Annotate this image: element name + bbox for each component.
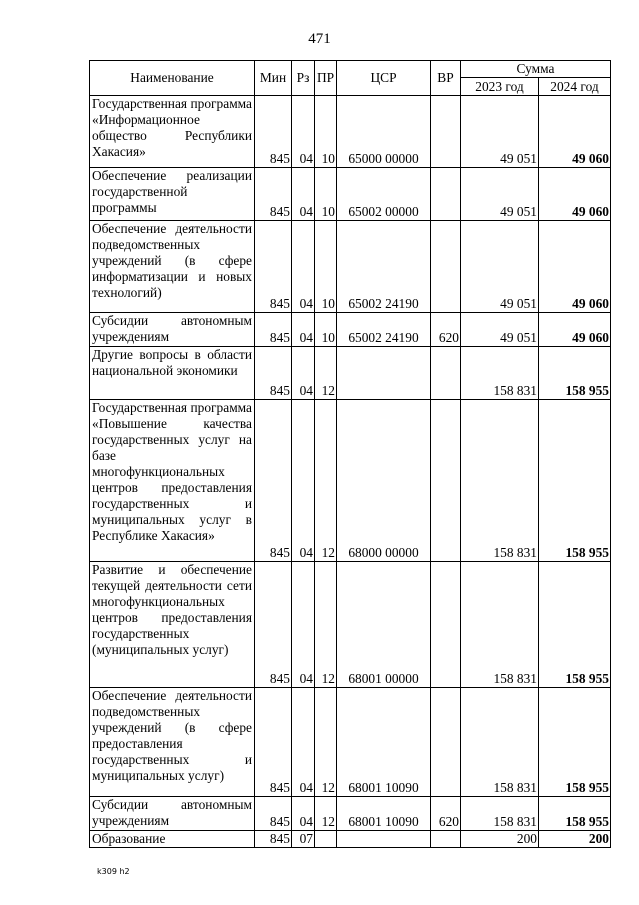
row-rz: 04 (292, 562, 315, 688)
row-vr (431, 688, 461, 797)
page-number: 471 (308, 31, 331, 47)
row-min: 845 (255, 562, 292, 688)
row-sum-2024: 49 060 (539, 96, 611, 168)
row-rz: 04 (292, 688, 315, 797)
row-name: Государственная программа «Информационное общество Республики Хакасия» (90, 96, 255, 168)
row-name: Субсидии автономным учреждениям (90, 797, 255, 831)
row-name: Другие вопросы в области национальной экономики (90, 347, 255, 400)
row-min: 845 (255, 313, 292, 347)
row-csr: 68001 10090 (337, 797, 431, 831)
row-rz: 04 (292, 221, 315, 313)
row-name: Развитие и обеспечение текущей деятельности сети многофункциональных центров предоставления государственных (муниципальных услуг) (90, 562, 255, 688)
row-sum-2023: 49 051 (461, 96, 539, 168)
row-name: Обеспечение деятельности подведомственных учреждений (в сфере информатизации и новых технологий) (90, 221, 255, 313)
row-sum-2024: 158 955 (539, 688, 611, 797)
row-rz: 04 (292, 797, 315, 831)
row-sum-2024: 158 955 (539, 347, 611, 400)
row-sum-2023: 158 831 (461, 688, 539, 797)
row-csr: 68001 00000 (337, 562, 431, 688)
row-vr: 620 (431, 313, 461, 347)
row-vr (431, 347, 461, 400)
row-sum-2024: 200 (539, 831, 611, 848)
row-min: 845 (255, 831, 292, 848)
table-row (90, 400, 611, 562)
row-name: Обеспечение деятельности подведомственных учреждений (в сфере предоставления государственных и муниципальных услуг) (90, 688, 255, 797)
row-name: Субсидии автономным учреждениям (90, 313, 255, 347)
row-pr: 12 (315, 562, 337, 688)
row-min: 845 (255, 797, 292, 831)
row-sum-2023: 158 831 (461, 797, 539, 831)
row-sum-2023: 158 831 (461, 400, 539, 562)
table-row (90, 797, 611, 831)
row-pr: 12 (315, 797, 337, 831)
header-sum: Сумма (461, 61, 611, 78)
row-min: 845 (255, 96, 292, 168)
row-pr: 12 (315, 688, 337, 797)
row-vr (431, 831, 461, 848)
row-min: 845 (255, 688, 292, 797)
row-min: 845 (255, 400, 292, 562)
row-rz: 04 (292, 347, 315, 400)
footer-code: k309 h2 (97, 867, 130, 876)
row-pr: 10 (315, 313, 337, 347)
row-pr (315, 831, 337, 848)
row-pr: 12 (315, 347, 337, 400)
row-csr: 65002 24190 (337, 221, 431, 313)
row-name: Государственная программа «Повышение качества государственных услуг на базе многофункциональных центров предоставления государственных и муниципальных услуг в Республике Хакасия» (90, 400, 255, 562)
row-vr (431, 96, 461, 168)
header-pr: ПР (315, 61, 337, 96)
row-name: Образование (90, 831, 255, 848)
row-sum-2023: 158 831 (461, 562, 539, 688)
row-pr: 12 (315, 400, 337, 562)
row-sum-2024: 49 060 (539, 168, 611, 221)
row-sum-2024: 49 060 (539, 313, 611, 347)
row-name: Обеспечение реализации государственной программы (90, 168, 255, 221)
row-vr (431, 168, 461, 221)
row-sum-2023: 200 (461, 831, 539, 848)
row-pr: 10 (315, 168, 337, 221)
row-rz: 07 (292, 831, 315, 848)
table-row (90, 562, 611, 688)
row-min: 845 (255, 347, 292, 400)
header-rz: Рз (292, 61, 315, 96)
table-row (90, 168, 611, 221)
row-sum-2024: 158 955 (539, 562, 611, 688)
row-vr (431, 221, 461, 313)
header-csr: ЦСР (337, 61, 431, 96)
row-sum-2024: 158 955 (539, 797, 611, 831)
table-row (90, 96, 611, 168)
row-pr: 10 (315, 221, 337, 313)
row-csr: 68000 00000 (337, 400, 431, 562)
row-sum-2023: 158 831 (461, 347, 539, 400)
table-row (90, 313, 611, 347)
header-vr: ВР (431, 61, 461, 96)
row-sum-2023: 49 051 (461, 168, 539, 221)
row-pr: 10 (315, 96, 337, 168)
row-min: 845 (255, 168, 292, 221)
table-row (90, 347, 611, 400)
header-min: Мин (255, 61, 292, 96)
row-csr (337, 347, 431, 400)
row-csr: 65002 24190 (337, 313, 431, 347)
row-vr (431, 562, 461, 688)
budget-table (89, 60, 611, 848)
header-name: Наименование (90, 61, 255, 96)
row-csr: 65002 00000 (337, 168, 431, 221)
row-vr (431, 400, 461, 562)
row-csr (337, 831, 431, 848)
table-row (90, 831, 611, 848)
row-vr: 620 (431, 797, 461, 831)
row-rz: 04 (292, 96, 315, 168)
row-rz: 04 (292, 400, 315, 562)
table-row (90, 221, 611, 313)
table-row (90, 688, 611, 797)
row-sum-2023: 49 051 (461, 221, 539, 313)
header-year-2024: 2024 год (539, 78, 611, 96)
row-rz: 04 (292, 313, 315, 347)
row-min: 845 (255, 221, 292, 313)
header-year-2023: 2023 год (461, 78, 539, 96)
row-csr: 65000 00000 (337, 96, 431, 168)
row-sum-2023: 49 051 (461, 313, 539, 347)
row-csr: 68001 10090 (337, 688, 431, 797)
row-sum-2024: 49 060 (539, 221, 611, 313)
row-rz: 04 (292, 168, 315, 221)
row-sum-2024: 158 955 (539, 400, 611, 562)
